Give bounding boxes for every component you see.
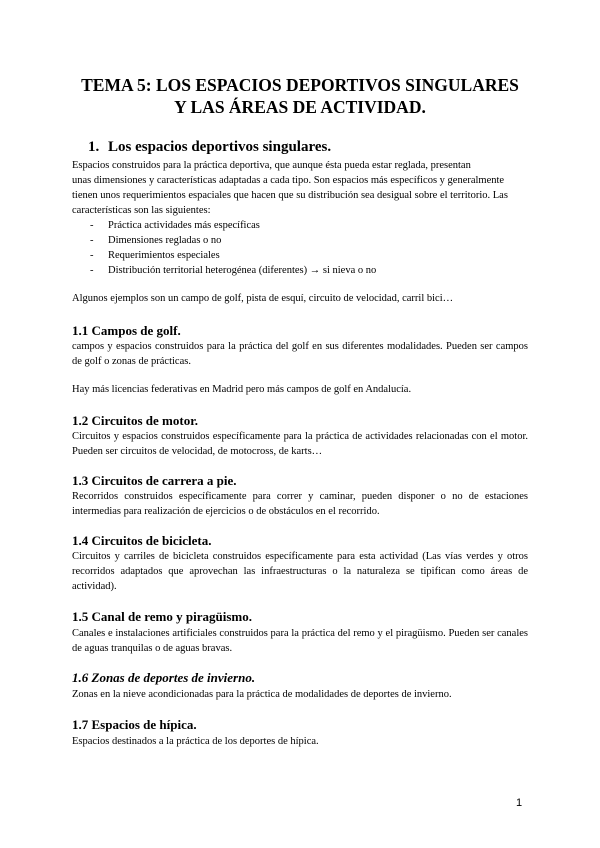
intro-line-1: Espacios construidos para la práctica deportiva, que aunque ésta pueda estar reglada, presentan: [72, 160, 471, 171]
subsection-text-golf: campos y espacios construidos para la práctica del golf en sus diferentes modalidades. Pueden ser campos de golf o zonas de prácticas.: [72, 341, 528, 367]
subsection-text-running: Recorridos construidos específicamente para correr y caminar, pueden disponer o no de estaciones intermedias para realización de ejercicios o de obstáculos en el recorrido.: [72, 491, 528, 517]
subsection-heading-rowing: 1.5 Canal de remo y piragüismo.: [72, 609, 252, 624]
title-line-2: Y LAS ÁREAS DE ACTIVIDAD.: [174, 97, 426, 117]
section-heading: [88, 138, 331, 156]
document-title: [60, 74, 540, 118]
section-heading-text: Los espacios deportivos singulares.: [108, 139, 332, 155]
characteristics-list: [72, 218, 376, 278]
list-item-text: Distribución territorial heterogénea (diferentes) → si nieva o no: [108, 265, 377, 276]
subsection-extra-golf: Hay más licencias federativas en Madrid pero más campos de golf en Andalucía.: [72, 384, 412, 395]
section-number: 1.: [88, 139, 100, 155]
subsection-heading-motor: 1.2 Circuitos de motor.: [72, 413, 199, 428]
subsection-heading-winter: 1.6 Zonas de deportes de invierno.: [72, 670, 256, 685]
subsection-text-equestrian: Espacios destinados a la práctica de los deportes de hípica.: [72, 736, 319, 747]
subsection-heading-running: 1.3 Circuitos de carrera a pie.: [72, 473, 237, 488]
subsection-text-rowing: Canales e instalaciones artificiales construidos para la práctica del remo y el piragüismo. Pueden ser canales de aguas tranquilas o de aguas bravas.: [72, 628, 528, 654]
subsection-heading-equestrian: 1.7 Espacios de hípica.: [72, 717, 197, 732]
intro-rest: unas dimensiones y características adaptadas a cada tipo. Son espacios más específicos y generalmente tienen unos requerimientos espaciales que hacen que su distribución sea desigual sobre el territorio. Las características son las siguientes:: [72, 175, 508, 216]
list-item-text: Requerimientos especiales: [108, 250, 220, 261]
list-item: [72, 218, 376, 233]
subsection-text-winter: Zonas en la nieve acondicionadas para la práctica de modalidades de deportes de invierno.: [72, 689, 452, 700]
list-item: [72, 233, 376, 248]
examples-paragraph: Algunos ejemplos son un campo de golf, pista de esquí, circuito de velocidad, carril bici…: [72, 293, 454, 304]
subsection-text-bicycle: Circuitos y carriles de bicicleta construidos específicamente para esta actividad (Las vías verdes y otros recorridos adaptados que aprovechan las infraestructuras o la naturaleza se tipifican como áreas de actividad).: [72, 551, 528, 592]
subsection-heading-bicycle: 1.4 Circuitos de bicicleta.: [72, 533, 212, 548]
subsection-text-motor: Circuitos y espacios construidos específicamente para la práctica de actividades relacionadas con el motor. Pueden ser circuitos de velocidad, de motocross, de karts…: [72, 431, 528, 457]
subsection-heading-golf: 1.1 Campos de golf.: [72, 323, 181, 338]
page-number: 1: [516, 797, 523, 809]
list-item: [72, 248, 376, 263]
list-item-text: Práctica actividades más específicas: [108, 220, 260, 231]
list-item-text: Dimensiones regladas o no: [108, 235, 222, 246]
title-line-1: TEMA 5: LOS ESPACIOS DEPORTIVOS SINGULARES: [81, 75, 519, 95]
intro-paragraph: [72, 158, 528, 218]
list-item: [72, 263, 376, 278]
